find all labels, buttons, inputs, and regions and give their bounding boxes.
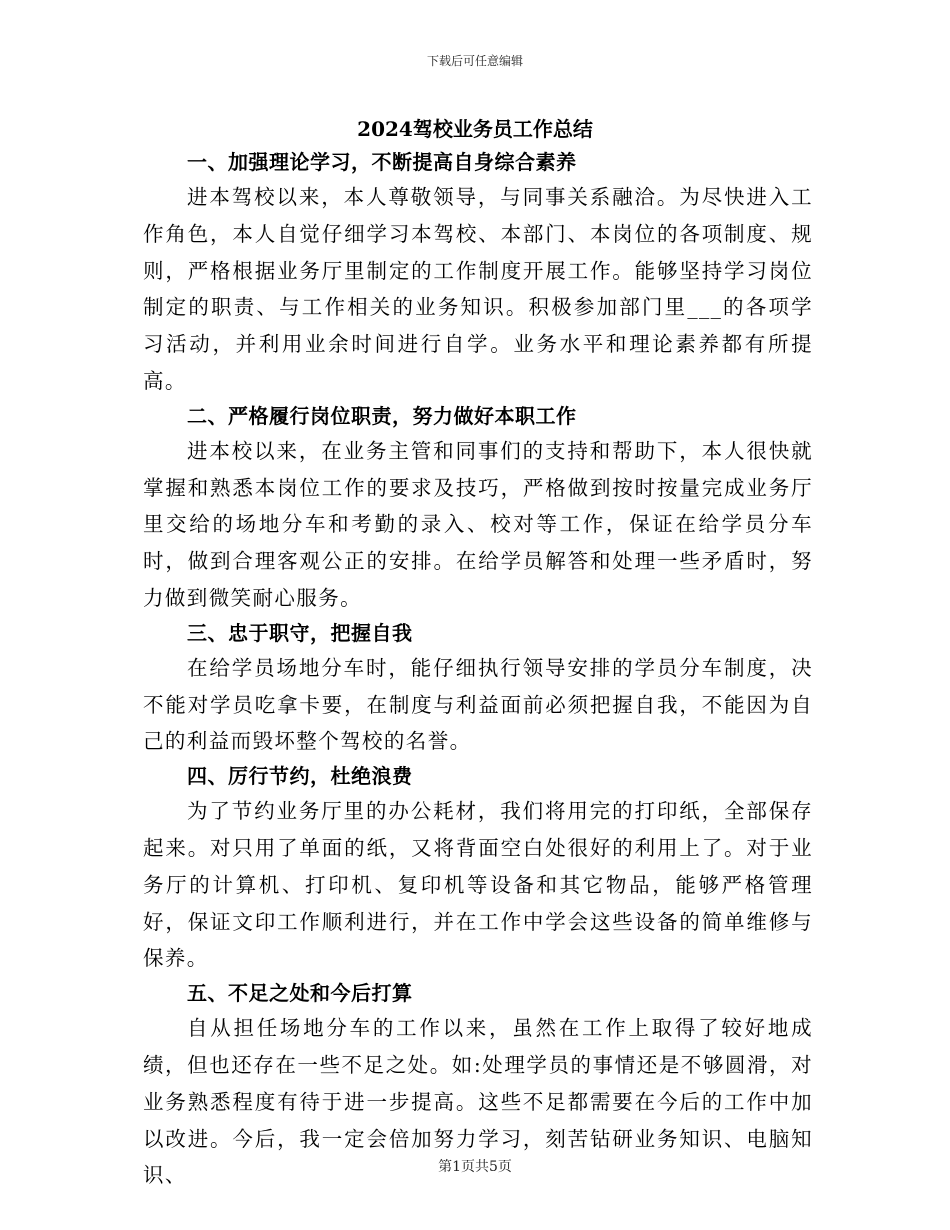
section-heading: 三、忠于职守，把握自我 [187, 620, 413, 645]
section-paragraph: 为了节约业务厅里的办公耗材，我们将用完的打印纸，全部保存起来。对只用了单面的纸，又将背面空白处很好的利用上了。对于业务厅的计算机、打印机、复印机等设备和其它物品，能够严格管理好，保证文印工作顺利进行，并在工作中学会这些设备的简单维修与保养。 [143, 799, 813, 971]
section-4 [143, 760, 813, 977]
section-heading: 五、不足之处和今后打算 [187, 981, 413, 1006]
section-heading: 二、严格履行岗位职责，努力做好本职工作 [187, 403, 577, 428]
section-1 [143, 146, 813, 400]
section-3 [143, 617, 813, 760]
section-heading: 一、加强理论学习，不断提高自身综合素养 [187, 150, 577, 174]
section-paragraph: 进本驾校以来，本人尊敬领导，与同事关系融洽。为尽快进入工作角色，本人自觉仔细学习本驾校、本部门、本岗位的各项制度、规则，严格根据业务厅里制定的工作制度开展工作。能够坚持学习岗位制定的职责、与工作相关的业务知识。积极参加部门里___的各项学习活动，并利用业余时间进行自学。业务水平和理论素养都有所提高。 [143, 185, 813, 393]
document-body [143, 146, 813, 1194]
document-title: 2024驾校业务员工作总结 [357, 117, 593, 141]
section-2 [143, 400, 813, 617]
section-paragraph: 进本校以来，在业务主管和同事们的支持和帮助下，本人很快就掌握和熟悉本岗位工作的要求及技巧，严格做到按时按量完成业务厅里交给的场地分车和考勤的录入、校对等工作，保证在给学员分车时，做到合理客观公正的安排。在给学员解答和处理一些矛盾时，努力做到微笑耐心服务。 [143, 438, 813, 610]
page-header-note: 下载后可任意编辑 [426, 54, 523, 68]
section-paragraph: 自从担任场地分车的工作以来，虽然在工作上取得了较好地成绩，但也还存在一些不足之处。如:处理学员的事情还是不够圆滑，对业务熟悉程度有待于进一步提高。这些不足都需要在今后的工作中加以改进。今后，我一定会倍加努力学习，刻苦钻研业务知识、电脑知识、 [143, 1016, 813, 1188]
section-paragraph: 在给学员场地分车时，能仔细执行领导安排的学员分车制度，决不能对学员吃拿卡要，在制度与利益面前必须把握自我，不能因为自己的利益而毁坏整个驾校的名誉。 [143, 655, 813, 754]
section-heading: 四、厉行节约，杜绝浪费 [187, 764, 413, 789]
page-number: 第1页共5页 [438, 1159, 512, 1175]
